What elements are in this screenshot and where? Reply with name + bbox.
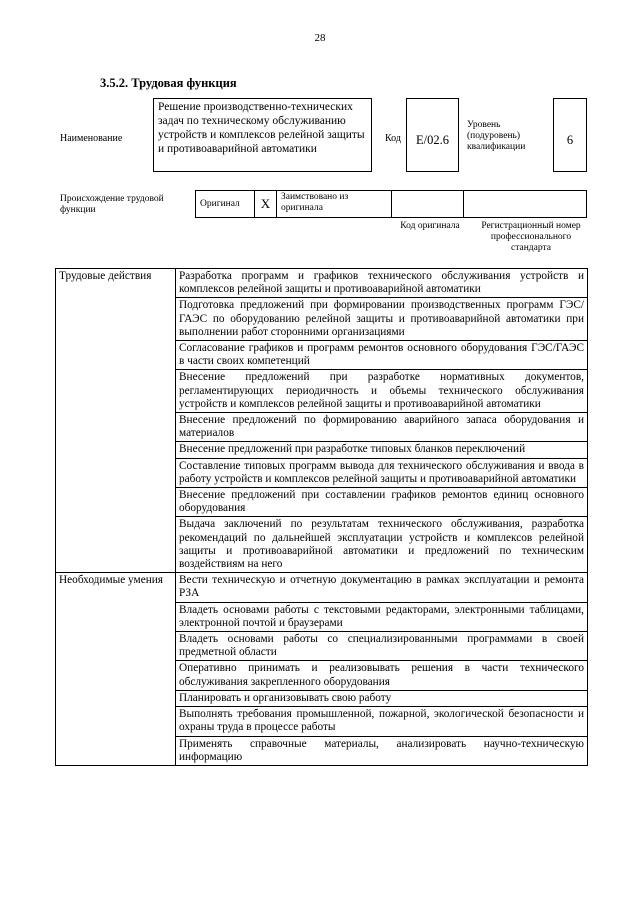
section-label: Трудовые действия <box>56 269 176 573</box>
section-item: Согласование графиков и программ ремонтов основного оборудования ГЭС/ГАЭС в части своих компетенций <box>176 341 588 370</box>
section-title: 3.5.2. Трудовая функция <box>100 76 237 90</box>
borrowed-cell <box>277 191 392 217</box>
name-label: Наименование <box>60 133 123 144</box>
section-item: Выдача заключений по результатам технического обслуживания, разработка рекомендаций по дальнейшей эксплуатации устройств и комплексов релейной защиты и противоаварийной автоматики и предложений по техническим воздействиям на него <box>176 517 588 573</box>
section-item: Владеть основами работы со специализированными программами в своей предметной области <box>176 632 588 661</box>
section-item: Оперативно принимать и реализовывать решения в части технического обслуживания закрепленного оборудования <box>176 661 588 690</box>
function-name-box <box>153 98 372 172</box>
original-mark-cell <box>255 191 277 217</box>
section-item: Выполнять требования промышленной, пожарной, экологической безопасности и охраны труда в процессе работы <box>176 707 588 736</box>
reg-number-label: Регистрационный номер профессионального стандарта <box>481 221 581 253</box>
section-item: Планировать и организовывать свою работу <box>176 690 588 706</box>
code-box <box>406 98 459 172</box>
code-original-label: Код оригинала <box>400 221 460 231</box>
level-box <box>553 98 587 172</box>
original-label: Оригинал <box>200 199 240 209</box>
code-original-cell <box>392 191 464 217</box>
original-mark: X <box>260 196 271 211</box>
level-label: Уровень (подуровень) квалификации <box>467 120 526 152</box>
section-item: Внесение предложений при разработке типовых бланков переключений <box>176 442 588 458</box>
origin-row <box>195 190 587 218</box>
section-label: Необходимые умения <box>56 573 176 766</box>
table-row <box>56 573 588 602</box>
functions-table <box>55 268 588 766</box>
original-cell <box>196 191 255 217</box>
origin-label: Происхождение трудовой функции <box>60 194 164 215</box>
section-item: Составление типовых программ вывода для технического обслуживания и ввода в работу устройств и комплексов релейной защиты и противоаварийной автоматики <box>176 458 588 487</box>
reg-number-cell <box>464 191 586 217</box>
section-item: Внесение предложений при составлении графиков ремонтов единиц основного оборудования <box>176 488 588 517</box>
section-item: Вести техническую и отчетную документацию в рамках эксплуатации и ремонта РЗА <box>176 573 588 602</box>
section-item: Разработка программ и графиков технического обслуживания устройств и комплексов релейной защиты и противоаварийной автоматики <box>176 269 588 298</box>
section-item: Применять справочные материалы, анализировать научно-техническую информацию <box>176 736 588 765</box>
table-row <box>56 269 588 298</box>
code-value: E/02.6 <box>416 133 449 147</box>
section-item: Внесение предложений при разработке нормативных документов, регламентирующих периодичность и объемы технического обслуживания устройств и комплексов релейной защиты и противоаварийной автоматики <box>176 370 588 413</box>
section-item: Внесение предложений по формированию аварийного запаса оборудования и материалов <box>176 413 588 442</box>
function-name-value: Решение производственно-технических задач по техническому обслуживанию устройств и комплексов релейной защиты и противоаварийной автоматики <box>158 101 365 155</box>
section-item: Владеть основами работы с текстовыми редакторами, электронными таблицами, электронной почтой и браузерами <box>176 602 588 631</box>
level-value: 6 <box>566 133 574 147</box>
section-item: Подготовка предложений при формировании производственных программ ГЭС/ГАЭС по оборудованию релейной защиты и противоаварийной автоматики при выполнении работ сторонними организациями <box>176 298 588 341</box>
page-number: 28 <box>314 32 326 44</box>
borrowed-label: Заимствовано из оригинала <box>281 192 349 213</box>
code-label: Код <box>385 133 401 144</box>
